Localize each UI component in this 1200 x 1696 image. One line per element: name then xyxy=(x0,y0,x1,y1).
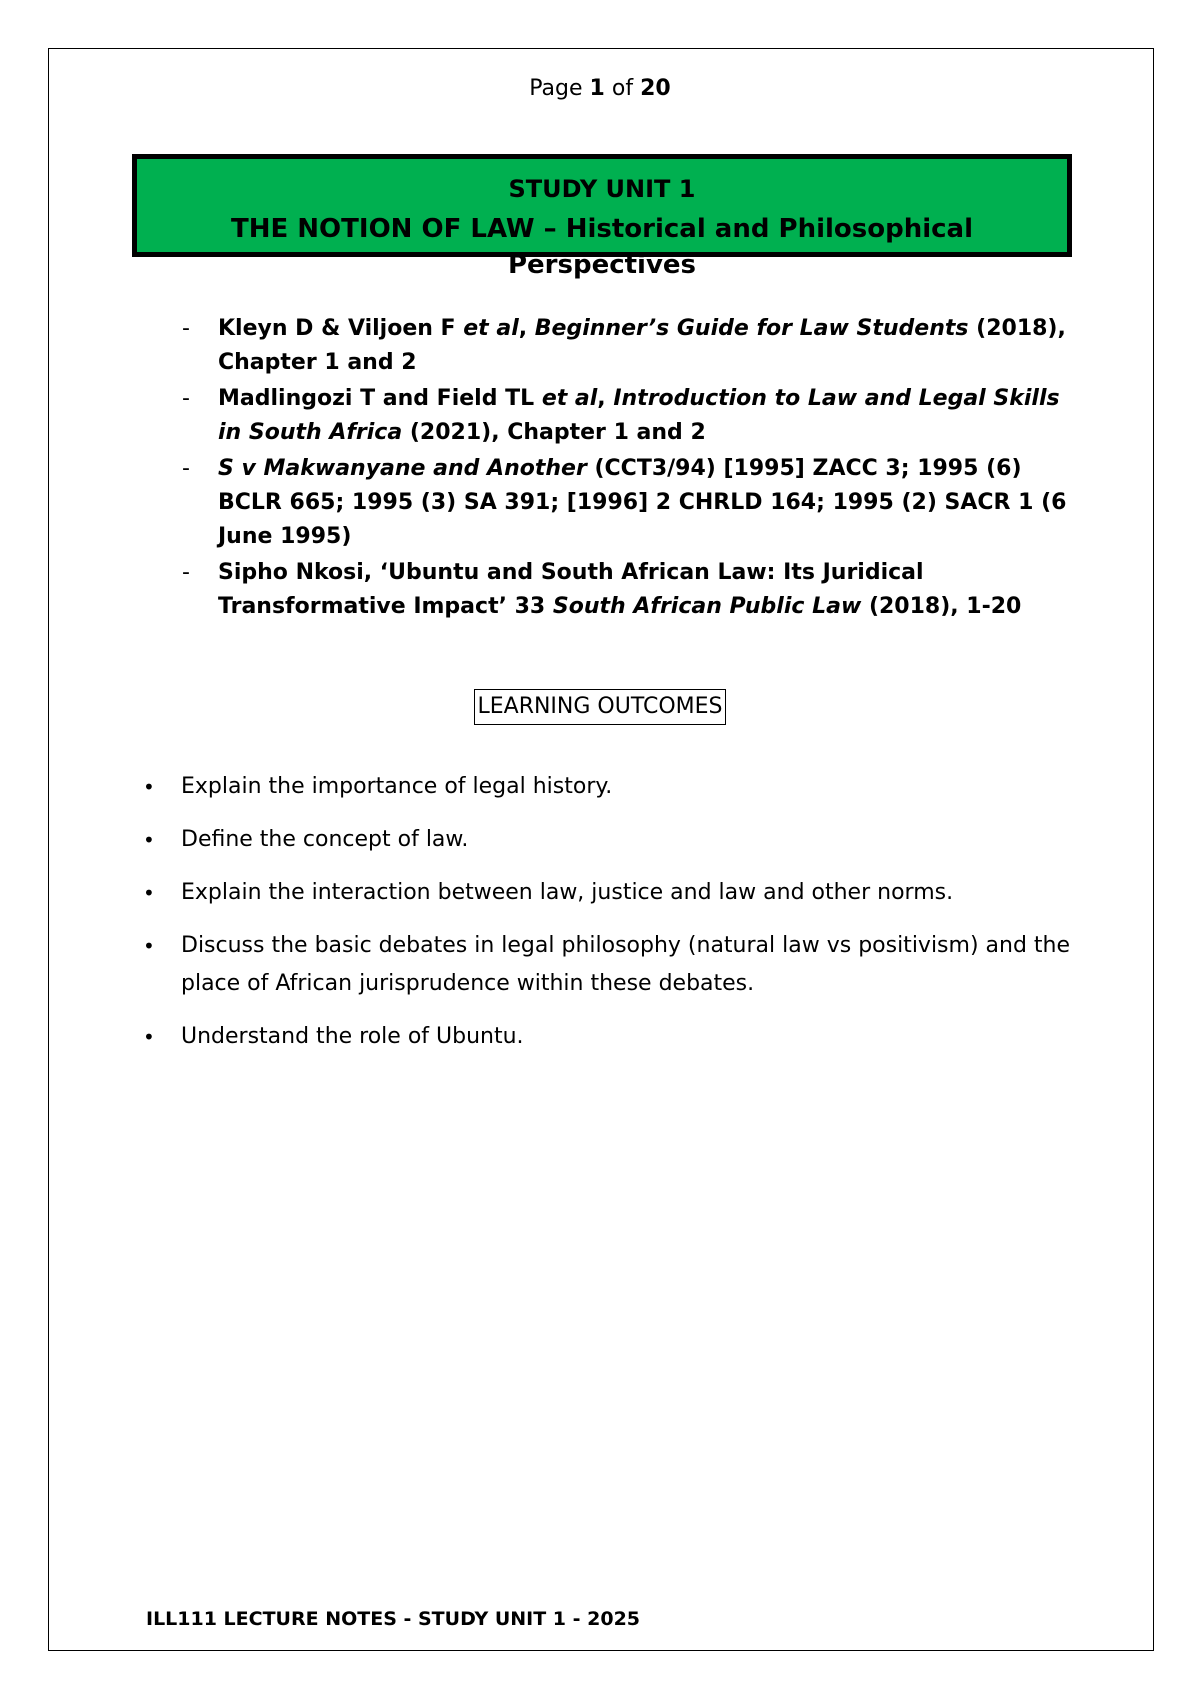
reference-etal: et al xyxy=(541,386,598,411)
reference-etal: et al xyxy=(463,316,519,341)
bullet-icon: • xyxy=(143,881,155,905)
dash-bullet: - xyxy=(182,560,190,585)
outcome-item xyxy=(143,821,1073,859)
reference-case-name: S v Makwanyane and Another xyxy=(218,456,587,481)
page-label: Page xyxy=(529,76,583,101)
reference-detail: (2018), Chapter 1 and 2 xyxy=(218,316,1066,375)
study-unit-label: STUDY UNIT 1 xyxy=(508,175,696,203)
reference-item xyxy=(182,312,1072,380)
dash-bullet: - xyxy=(182,316,190,341)
reference-sep: , xyxy=(518,316,535,341)
page-total: 20 xyxy=(640,76,671,101)
reference-detail: (CCT3/94) [1995] ZACC 3; 1995 (6) BCLR 665; 1995 (3) SA 391; [1996] 2 CHRLD 164; 1995 (2) SACR 1 (6 June 1995) xyxy=(218,456,1067,549)
dash-bullet: - xyxy=(182,456,190,481)
study-unit-title: THE NOTION OF LAW – Historical and Philosophical Perspectives xyxy=(230,214,973,280)
learning-outcomes-list xyxy=(143,768,1073,1071)
dash-bullet: - xyxy=(182,386,190,411)
learning-outcomes-heading-wrap xyxy=(0,689,1200,725)
outcome-text: Explain the interaction between law, justice and law and other norms. xyxy=(181,880,954,905)
reference-book-title: Introduction to Law and Legal Skills in South Africa xyxy=(218,386,1060,445)
bullet-icon: • xyxy=(143,1025,155,1049)
reference-detail: (2021), Chapter 1 and 2 xyxy=(402,420,706,445)
page-of: of xyxy=(611,76,634,101)
footer-text: ILL111 LECTURE NOTES - STUDY UNIT 1 - 2025 xyxy=(146,1608,641,1630)
reference-list xyxy=(182,312,1072,626)
reference-author: Sipho Nkosi, ‘Ubuntu and South African Law: Its Juridical Transformative Impact’ 33 xyxy=(218,560,924,619)
reference-detail: (2018), 1-20 xyxy=(861,594,1022,619)
bullet-icon: • xyxy=(143,934,155,958)
reference-item xyxy=(182,452,1072,554)
reference-item xyxy=(182,556,1072,624)
bullet-icon: • xyxy=(143,828,155,852)
page-current: 1 xyxy=(589,76,605,101)
outcome-item xyxy=(143,768,1073,806)
study-unit-title-box xyxy=(132,154,1072,280)
outcome-item xyxy=(143,874,1073,912)
reference-author: Kleyn D & Viljoen F xyxy=(218,316,464,341)
outcome-text: Understand the role of Ubuntu. xyxy=(181,1024,524,1049)
outcome-text: Define the concept of law. xyxy=(181,827,469,852)
outcome-item xyxy=(143,927,1073,1003)
reference-journal: South African Public Law xyxy=(552,594,862,619)
outcome-text: Discuss the basic debates in legal philosophy (natural law vs positivism) and the place of African jurisprudence within these debates. xyxy=(181,933,1071,996)
reference-author: Madlingozi T and Field TL xyxy=(218,386,542,411)
reference-book-title: Beginner’s Guide for Law Students xyxy=(534,316,969,341)
outcome-item xyxy=(143,1018,1073,1056)
bullet-icon: • xyxy=(143,775,155,799)
reference-sep: , xyxy=(597,386,614,411)
outcome-text: Explain the importance of legal history. xyxy=(181,774,613,799)
page-number xyxy=(0,76,1200,101)
reference-item xyxy=(182,382,1072,450)
learning-outcomes-heading: LEARNING OUTCOMES xyxy=(474,689,725,725)
